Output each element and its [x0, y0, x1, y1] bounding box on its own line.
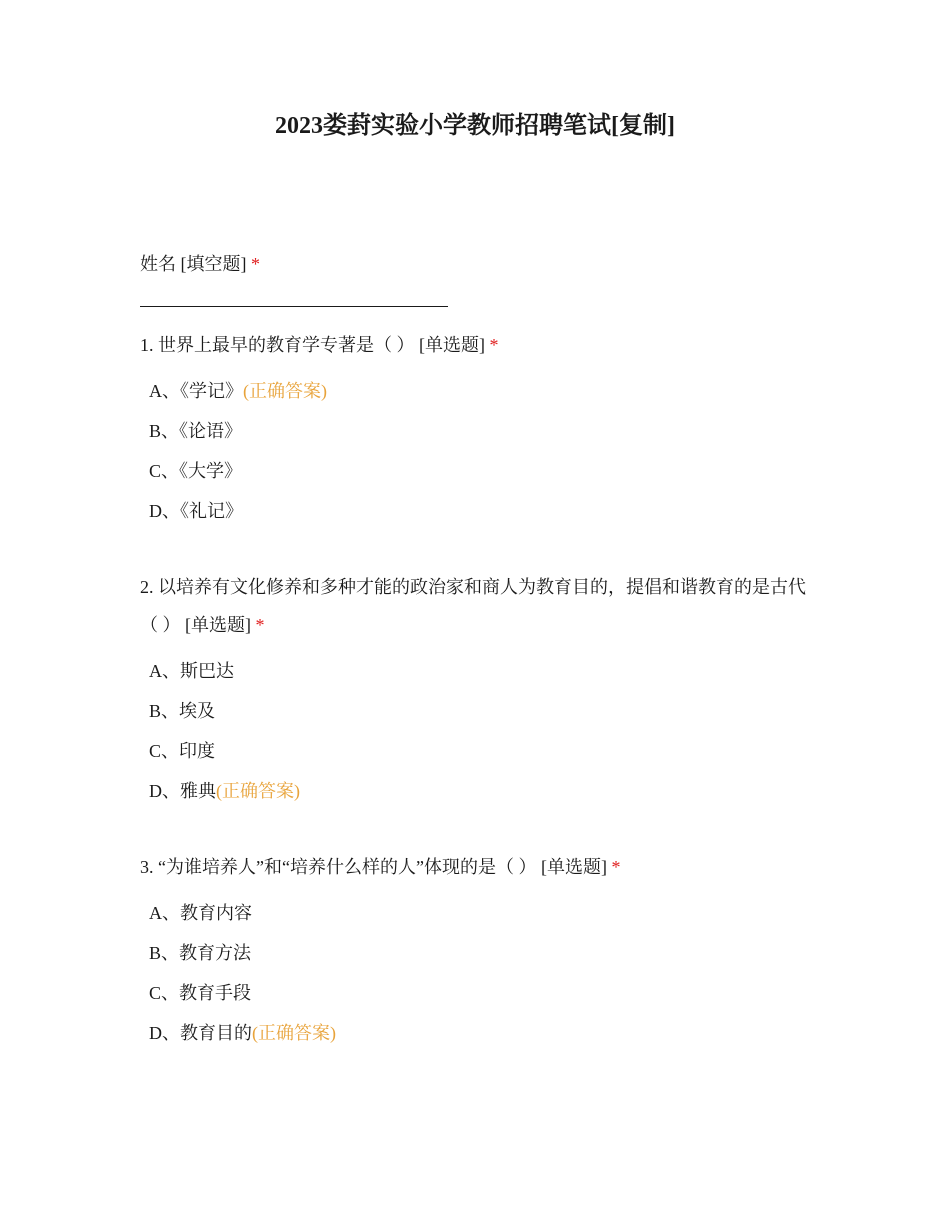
option-letter: D、 [149, 781, 180, 801]
name-question-text: 姓名 [140, 254, 176, 274]
question-3-option-d[interactable] [149, 1020, 336, 1046]
question-1-option-a[interactable] [149, 378, 327, 404]
name-question-type: [填空题] [180, 254, 247, 274]
required-mark: * [251, 254, 260, 274]
question-number: 3. [140, 857, 154, 877]
question-type: [单选题] [540, 857, 607, 877]
option-letter: D、 [149, 501, 180, 521]
option-text: 教育内容 [180, 903, 252, 923]
option-letter: B、 [149, 943, 180, 963]
option-letter: C、 [149, 983, 180, 1003]
option-letter: B、 [149, 701, 180, 721]
question-1-option-c[interactable] [149, 458, 242, 484]
page-title: 2023娄葑实验小学教师招聘笔试[复制] [275, 113, 675, 139]
option-text: 埃及 [179, 701, 216, 721]
required-mark: * [255, 615, 265, 635]
option-text: 《大学》 [179, 461, 243, 481]
question-1-option-d[interactable] [149, 498, 243, 524]
name-answer-line[interactable] [140, 306, 448, 307]
option-text: 斯巴达 [180, 661, 234, 681]
option-letter: D、 [149, 1023, 180, 1043]
question-3-option-a[interactable] [149, 900, 252, 926]
option-letter: B、 [149, 421, 180, 441]
option-text: 《学记》 [180, 381, 243, 401]
question-3-option-b[interactable] [149, 940, 251, 966]
question-2-label [140, 568, 820, 644]
question-2-option-d[interactable] [149, 778, 300, 804]
required-mark: * [489, 335, 499, 355]
question-2-option-b[interactable] [149, 698, 215, 724]
option-letter: A、 [149, 381, 180, 401]
question-number: 1. [140, 335, 154, 355]
option-letter: A、 [149, 661, 180, 681]
question-type: [单选题] [419, 335, 485, 355]
question-number: 2. [140, 577, 154, 597]
question-1-label [140, 326, 499, 364]
question-type: [单选题] [185, 615, 251, 635]
correct-answer-note: (正确答案) [252, 1023, 336, 1043]
question-1-option-b[interactable] [149, 418, 242, 444]
question-3-option-c[interactable] [149, 980, 251, 1006]
option-letter: A、 [149, 903, 180, 923]
option-text: 教育方法 [179, 943, 252, 963]
question-text: 世界上最早的教育学专著是（ ） [158, 335, 415, 355]
question-3-label [140, 848, 620, 886]
option-text: 教育目的 [180, 1023, 252, 1043]
correct-answer-note: (正确答案) [216, 781, 300, 801]
option-text: 雅典 [180, 781, 216, 801]
required-mark: * [611, 857, 621, 877]
question-2-option-a[interactable] [149, 658, 234, 684]
option-text: 印度 [179, 741, 216, 761]
option-text: 《论语》 [179, 421, 243, 441]
option-letter: C、 [149, 741, 180, 761]
option-text: 教育手段 [179, 983, 252, 1003]
question-2-option-c[interactable] [149, 738, 215, 764]
correct-answer-note: (正确答案) [243, 381, 327, 401]
question-text: 以培养有文化修养和多种才能的政治家和商人为教育目的，提倡和谐教育的是古代（ ） [140, 577, 806, 635]
option-letter: C、 [149, 461, 180, 481]
name-question-label [140, 245, 260, 283]
option-text: 《礼记》 [180, 501, 243, 521]
question-text: “为谁培养人”和“培养什么样的人”体现的是（ ） [158, 857, 537, 877]
